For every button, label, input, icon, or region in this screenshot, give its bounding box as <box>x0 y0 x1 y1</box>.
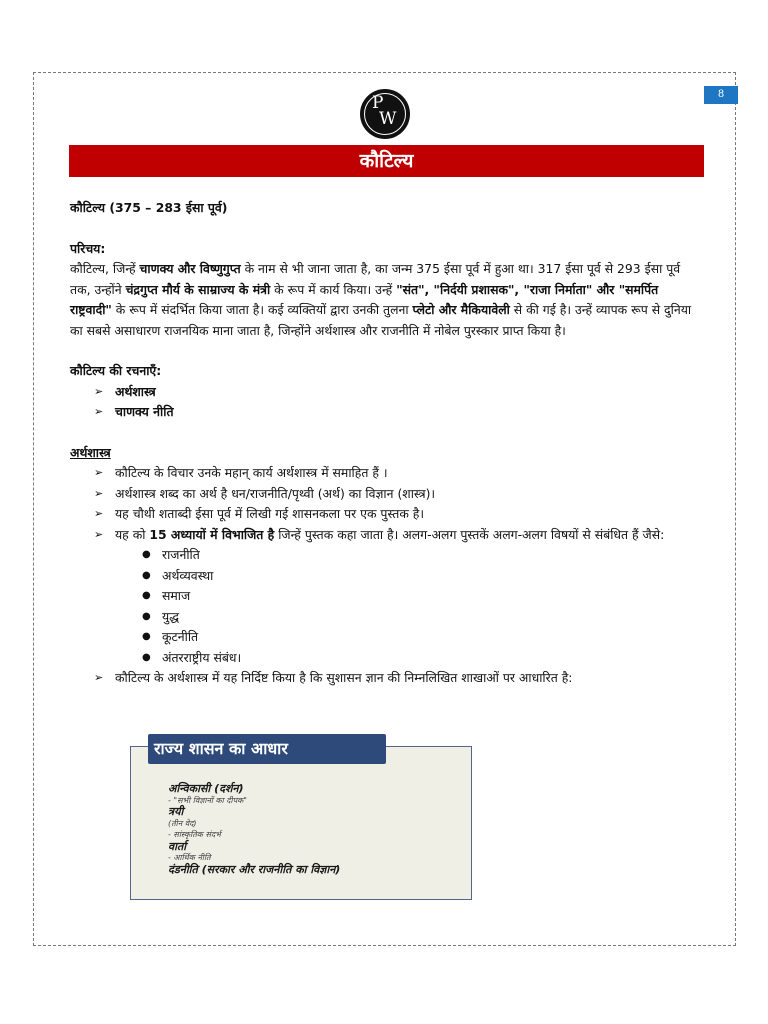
list-item: ➢ कौटिल्य के विचार उनके महान् कार्य अर्थशास्त्र में समाहित हैं । <box>94 465 388 480</box>
main-content <box>70 198 704 689</box>
list-item: ● समाज <box>142 588 191 603</box>
figure-line: (तीन वेद) <box>168 818 197 828</box>
arthashastra-label: अर्थशास्त्र <box>70 444 111 460</box>
list-item: ➢ चाणक्य नीति <box>94 404 174 419</box>
logo-letter-p: P <box>372 93 384 113</box>
arthashastra-list-end <box>70 668 704 689</box>
figure-heading: राज्य शासन का आधार <box>148 734 386 764</box>
list-item: ➢ यह को 15 अध्यायों में विभाजित है जिन्हें पुस्तक कहा जाता है। अलग-अलग पुस्तकें अलग-अलग विषयों से संबंधित हैं जैसे: <box>94 526 665 542</box>
intro-label: परिचय: <box>70 240 106 256</box>
list-item: ● युद्ध <box>142 608 180 624</box>
figure-line: - "सभी विज्ञानों का दीपक" <box>168 795 247 805</box>
works-label: कौटिल्य की रचनाएँ: <box>70 363 162 378</box>
list-item: ➢ यह चौथी शताब्दी ईसा पूर्व में लिखी गई शासनकला पर एक पुस्तक है। <box>94 506 425 521</box>
list-item: ● अर्थव्यवस्था <box>142 567 214 583</box>
logo-letter-w: W <box>379 109 397 129</box>
figure-line: - आर्थिक नीति <box>168 853 211 862</box>
list-item: ● कूटनीति <box>142 629 199 644</box>
figure-line: दंडनीति (सरकार और राजनीति का विज्ञान) <box>168 862 341 876</box>
page-title: कौटिल्य <box>69 145 704 177</box>
figure-line: अन्विकासी (दर्शन) <box>168 782 244 795</box>
works-list <box>70 382 704 423</box>
figure-text <box>168 783 340 875</box>
intro-paragraph: कौटिल्य, जिन्हें चाणक्य और विष्णुगुप्त के नाम से भी जाना जाता है, का जन्म 375 ईसा पूर्व में हुआ था। 317 ईसा पूर्व से 293 ईसा पूर्व तक, उन्होंने चंद्रगुप्त मौर्य के साम्राज्य के मंत्री के रूप में कार्य किया। उन्हें "संत", "निर्दयी प्रशासक", "राजा निर्माता" और "समर्पित राष्ट्रवादी" के रूप में संदर्भित किया जाता है। कई व्यक्तियों द्वारा उनकी तुलना प्लेटो और मैकियावेली से की गई है। उन्हें व्यापक रूप से दुनिया का सबसे असाधारण राजनयिक माना जाता है, जिन्होंने अर्थशास्त्र और राजनीति में नोबेल पुरस्कार प्राप्त किया है। <box>70 261 692 338</box>
list-item: ● अंतरराष्ट्रीय संबंध। <box>142 649 242 665</box>
figure-line: त्रयी <box>168 805 184 818</box>
list-item: ➢ अर्थशास्त्र शब्द का अर्थ है धन/राजनीति/पृथ्वी (अर्थ) का विज्ञान (शास्त्र)। <box>94 485 436 501</box>
arthashastra-list <box>70 463 704 545</box>
list-item: ➢ अर्थशास्त्र <box>94 383 156 399</box>
figure-line: - सांस्कृतिक संदर्भ <box>168 830 221 839</box>
section-heading: कौटिल्य (375 – 283 ईसा पूर्व) <box>70 200 228 215</box>
figure-line: वार्ता <box>168 839 187 853</box>
pw-logo <box>360 89 410 139</box>
list-item: ➢ कौटिल्य के अर्थशास्त्र में यह निर्दिष्ट किया है कि सुशासन ज्ञान की निम्नलिखित शाखाओं पर आधारित है: <box>94 670 573 685</box>
subjects-list <box>70 545 704 668</box>
list-item: ● राजनीति <box>142 547 200 562</box>
page-number-badge: 8 <box>704 86 738 104</box>
